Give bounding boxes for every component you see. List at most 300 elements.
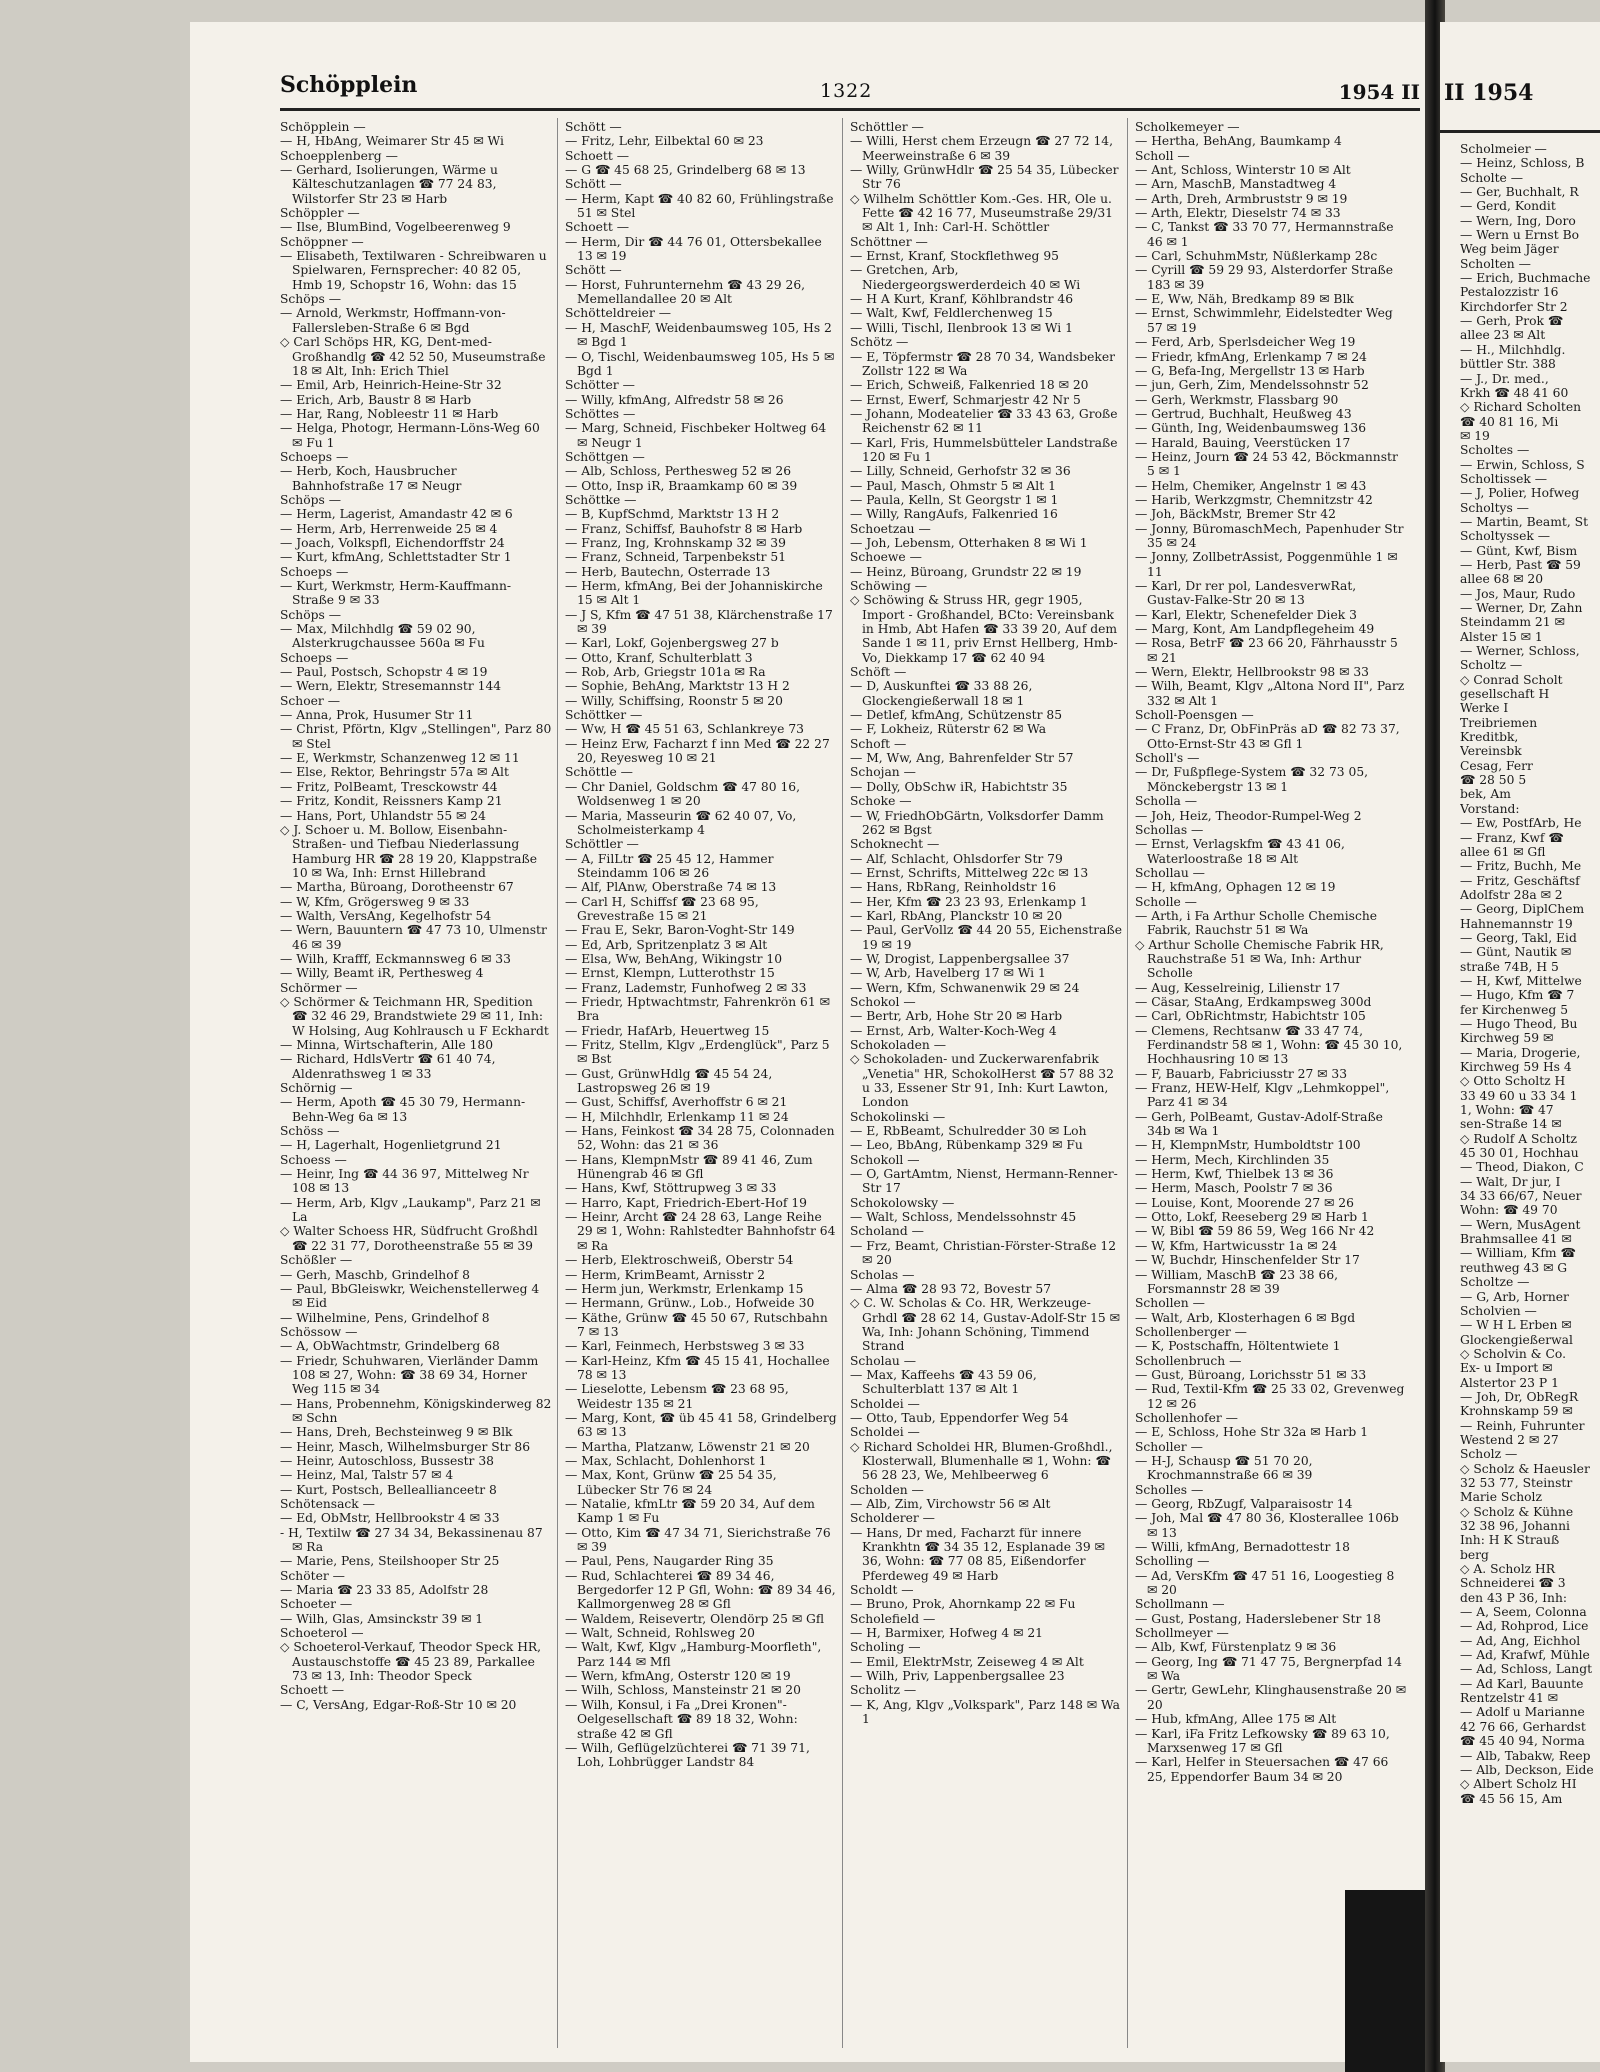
directory-entry: — Hans, Dr med, Facharzt für innere Krankhtn ☎ 34 35 12, Esplanade 39 ✉ 36, Wohn: ☎ 77 08 85, Eißendorfer Pferdeweg 49 ✉ Harb: [850, 1525, 1105, 1583]
directory-entry: — Sophie, BehAng, Marktstr 13 H 2: [565, 679, 790, 694]
header-rule: [280, 108, 1420, 111]
directory-surname-heading: Scholefield —: [850, 1611, 936, 1626]
facing-page-entry: — H, Kwf, Mittelwe: [1460, 973, 1582, 988]
directory-entry: ◇ Schöwing & Struss HR, gegr 1905, Import - Großhandel, BCto: Vereinsbank in Hmb, Abt Hafen ☎ 33 39 20, Auf dem Sande 1 ✉ 11, priv Ernst Hellberg, Hmb-Vo, Diekkamp 17 ☎ 62 40 94: [850, 593, 1118, 665]
directory-surname-heading: Schoeter —: [280, 1597, 353, 1612]
directory-entry: — Dr, Fußpflege-System ☎ 32 73 05, Mönckebergstr 13 ✉ 1: [1135, 765, 1369, 794]
directory-surname-heading: Schokoladen —: [850, 1038, 947, 1052]
directory-entry: — Herm, Dir ☎ 44 76 01, Ottersbekallee 13 ✉ 19: [565, 234, 822, 264]
directory-surname-heading: Scholing —: [850, 1640, 921, 1655]
directory-surname-heading: Schöpplein —: [280, 120, 366, 134]
directory-entry: — Karl, iFa Fritz Lefkowsky ☎ 89 63 10, Marxsenweg 17 ✉ Gfl: [1135, 1726, 1390, 1755]
directory-entry: — Fritz, Stellm, Klgv „Erdenglück", Parz 5 ✉ Bst: [565, 1038, 830, 1067]
facing-page-entry: — Jos, Maur, Rudo: [1460, 586, 1576, 601]
directory-entry: — Willy, kfmAng, Alfredstr 58 ✉ 26: [565, 392, 784, 407]
directory-surname-heading: Schöttke —: [565, 492, 637, 507]
directory-surname-heading: Scholitz —: [850, 1683, 917, 1698]
directory-surname-heading: Schött —: [565, 177, 622, 192]
facing-page-entry: — Joh, Dr, ObRegR: [1460, 1389, 1579, 1404]
directory-entry: — Jonny, ZollbetrAssist, Poggenmühle 1 ✉ 11: [1135, 550, 1398, 579]
directory-surname-heading: Scholdt —: [850, 1583, 914, 1598]
directory-entry: — Gretchen, Arb, Niedergeorgswerderdeich 40 ✉ Wi: [850, 263, 1081, 292]
facing-page-entry: — Erwin, Schloss, S: [1460, 457, 1585, 472]
directory-entry: — Max, Kont, Grünw ☎ 25 54 35, Lübecker Str 76 ✉ 24: [565, 1468, 777, 1497]
directory-entry: — Herb, Elektroschweiß, Oberstr 54: [565, 1253, 794, 1268]
facing-page-entry: Scholmeier —: [1460, 142, 1547, 156]
directory-entry: — Ferd, Arb, Sperlsdeicher Weg 19: [1135, 335, 1356, 350]
directory-surname-heading: Schoett —: [280, 1683, 345, 1698]
directory-entry: — C, VersAng, Edgar-Roß-Str 10 ✉ 20: [280, 1697, 517, 1712]
facing-page-entry: ◇ Otto Scholtz H: [1460, 1074, 1566, 1089]
directory-entry: — Elsa, Ww, BehAng, Wikingstr 10: [565, 951, 783, 966]
directory-entry: — Karl, Lokf, Gojenbergsweg 27 b: [565, 636, 779, 651]
facing-page-entry: Steindamm 21 ✉: [1460, 615, 1565, 630]
directory-entry: — Wilh, Priv, Lappenbergsallee 23: [850, 1669, 1065, 1684]
directory-entry: — Willy, Schiffsing, Roonstr 5 ✉ 20: [565, 693, 783, 708]
directory-entry: — Dolly, ObSchw iR, Habichtstr 35: [850, 779, 1068, 794]
directory-entry: ◇ Carl Schöps HR, KG, Dent-med-Großhandlg ☎ 42 52 50, Museumstraße 18 ✉ Alt, Inh: Erich Thiel: [280, 335, 546, 378]
directory-surname-heading: Schörmer —: [280, 980, 358, 995]
directory-surname-heading: Schollenbruch —: [1135, 1353, 1242, 1368]
facing-page-entry: Scholz —: [1460, 1447, 1518, 1462]
directory-entry: — Otto, Taub, Eppendorfer Weg 54: [850, 1410, 1069, 1425]
directory-entry: — Heinz, Büroang, Grundstr 22 ✉ 19: [850, 564, 1082, 579]
directory-entry: — Ed, ObMstr, Hellbrookstr 4 ✉ 33: [280, 1511, 500, 1526]
directory-entry: — Gerh, Werkmstr, Flassbarg 90: [1135, 392, 1339, 407]
directory-entry: ◇ J. Schoer u. M. Bollow, Eisenbahn-Straßen- und Tiefbau Niederlassung Hamburg HR ☎ 28 19 20, Klappstraße 10 ✉ Wa, Inh: Ernst Hillebrand: [280, 822, 538, 880]
directory-entry: — Harib, Werkzgmstr, Chemnitzstr 42: [1135, 492, 1373, 507]
directory-entry: — Herm, Lagerist, Amandastr 42 ✉ 6: [280, 507, 513, 522]
facing-page-entry: 42 76 66, Gerhardst: [1460, 1719, 1586, 1734]
directory-entry: — Willy, GrünwHdlr ☎ 25 54 35, Lübecker Str 76: [850, 163, 1119, 192]
directory-entry: — Willi, Tischl, Ilenbrook 13 ✉ Wi 1: [850, 320, 1073, 335]
directory-entry: — Wilh, Konsul, i Fa „Drei Kronen"-Oelgesellschaft ☎ 89 18 32, Wohn: straße 42 ✉ Gfl: [565, 1697, 798, 1741]
directory-entry: — Harro, Kapt, Friedrich-Ebert-Hof 19: [565, 1195, 807, 1210]
directory-surname-heading: Scholle —: [1135, 894, 1197, 909]
directory-entry: — H, Barmixer, Hofweg 4 ✉ 21: [850, 1626, 1043, 1641]
directory-entry: — Friedr, kfmAng, Erlenkamp 7 ✉ 24: [1135, 349, 1367, 364]
facing-page-entry: Scholten —: [1460, 256, 1531, 271]
directory-entry: — H, Lagerhalt, Hogenlietgrund 21: [280, 1138, 502, 1153]
directory-entry: — Willy, Beamt iR, Perthesweg 4: [280, 966, 484, 981]
facing-page-entry: Marie Scholz: [1460, 1490, 1542, 1505]
facing-page-entry: — Martin, Beamt, St: [1460, 514, 1589, 529]
directory-entry: — Arth, i Fa Arthur Scholle Chemische Fabrik, Rauchstr 51 ✉ Wa: [1135, 908, 1378, 938]
directory-entry: — Franz, Schiffsf, Bauhofstr 8 ✉ Harb: [565, 521, 803, 536]
facing-page-entry: ◇ Richard Scholten: [1460, 400, 1582, 415]
directory-entry: — Hans, Dreh, Bechsteinweg 9 ✉ Blk: [280, 1425, 513, 1440]
directory-entry: ◇ Schokoladen- und Zuckerwarenfabrik „Venetia" HR, SchokolHerst ☎ 57 88 32 u 33, Essener Str 91, Inh: Kurt Lawton, London: [850, 1052, 1114, 1110]
facing-page-entry: — Ad, Krafwf, Mühle: [1460, 1648, 1590, 1663]
directory-entry: — Ernst, Ewerf, Schmarjestr 42 Nr 5: [850, 392, 1081, 407]
facing-page-entry: Scholtyssek —: [1460, 529, 1551, 544]
facing-page-entry: Cesag, Ferr: [1460, 758, 1533, 773]
directory-surname-heading: Schötter —: [565, 378, 635, 393]
directory-surname-heading: Schoett —: [565, 148, 630, 163]
directory-entry: — Walt, Kwf, Feldlerchenweg 15: [850, 306, 1053, 321]
directory-surname-heading: Schötensack —: [280, 1497, 375, 1511]
directory-entry: — Carl, ObRichtmstr, Habichtstr 105: [1135, 1009, 1366, 1024]
facing-page-entry: — Ad, Rohprod, Lice: [1460, 1619, 1589, 1634]
directory-entry: — Cyrill ☎ 59 29 93, Alsterdorfer Straße 183 ✉ 39: [1135, 263, 1394, 292]
facing-page-entry: — Günt, Nautik ✉: [1460, 945, 1572, 960]
header-year-part: 1954 II: [1338, 80, 1420, 104]
directory-entry: — Erich, Schweiß, Falkenried 18 ✉ 20: [850, 378, 1089, 393]
directory-entry: — Heinz Erw, Facharzt f inn Med ☎ 22 27 20, Reyesweg 10 ✉ 21: [565, 736, 830, 766]
directory-entry: — Ilse, BlumBind, Vogelbeerenweg 9: [280, 220, 511, 235]
directory-entry: — M, Ww, Ang, Bahrenfelder Str 57: [850, 751, 1074, 766]
facing-page-entry: ◇ Scholvin & Co.: [1460, 1346, 1567, 1361]
directory-entry: — Ernst, Kranf, Stockflethweg 95: [850, 249, 1059, 264]
directory-entry: — Herm, Arb, Klgv „Laukamp", Parz 21 ✉ La: [280, 1195, 541, 1225]
facing-page-entry: — J, Polier, Hofweg: [1460, 486, 1580, 501]
directory-entry: — Erich, Arb, Baustr 8 ✉ Harb: [280, 392, 472, 407]
facing-page-entry: berg: [1460, 1547, 1489, 1562]
directory-entry: — Paul, GerVollz ☎ 44 20 55, Eichenstraße 19 ✉ 19: [850, 923, 1122, 952]
facing-page-entry: ◇ Albert Scholz HI: [1460, 1777, 1577, 1792]
directory-entry: — Arth, Elektr, Dieselstr 74 ✉ 33: [1135, 206, 1341, 221]
directory-entry: — Willi, Herst chem Erzeugn ☎ 27 72 14, Meerweinstraße 6 ✉ 39: [850, 134, 1113, 163]
facing-page-entry: Rentzelstr 41 ✉: [1460, 1691, 1558, 1706]
directory-surname-heading: Schöss —: [280, 1124, 340, 1139]
facing-page-entry: — Ad, Ang, Eichhol: [1460, 1633, 1581, 1648]
directory-surname-heading: Schöwing —: [850, 579, 928, 593]
facing-page-entry: — H., Milchhdlg.: [1460, 342, 1566, 357]
directory-surname-heading: Scholler —: [1135, 1439, 1203, 1454]
directory-surname-heading: Scholdei —: [850, 1396, 920, 1411]
directory-entry: — Detlef, kfmAng, Schützenstr 85: [850, 708, 1063, 723]
facing-page-entry: — G, Arb, Horner: [1460, 1289, 1569, 1304]
directory-entry: — Chr Daniel, Goldschm ☎ 47 80 16, Woldsenweg 1 ✉ 20: [565, 779, 801, 809]
directory-surname-heading: Schokoll —: [850, 1152, 920, 1167]
directory-entry: — E, RbBeamt, Schulredder 30 ✉ Loh: [850, 1124, 1087, 1139]
directory-entry: — Hans, Feinkost ☎ 34 28 75, Colonnaden 52, Wohn: das 21 ✉ 36: [565, 1124, 835, 1153]
directory-entry: — Karl, RbAng, Planckstr 10 ✉ 20: [850, 908, 1063, 923]
facing-page-entry: — Georg, DiplChem: [1460, 902, 1585, 917]
facing-page-entry: Glockengießerwal: [1460, 1332, 1573, 1347]
directory-entry: — E, Ww, Näh, Bredkamp 89 ✉ Blk: [1135, 292, 1354, 307]
directory-surname-heading: Schoknecht —: [850, 837, 940, 852]
facing-page-entry: — Wern, MusAgent: [1460, 1217, 1581, 1232]
directory-entry: — H A Kurt, Kranf, Köhlbrandstr 46: [850, 292, 1074, 307]
directory-entry: — A, ObWachtmstr, Grindelberg 68: [280, 1339, 500, 1354]
facing-page-entry: Brahmsallee 41 ✉: [1460, 1232, 1572, 1247]
directory-entry: — Fritz, Kondit, Reissners Kamp 21: [280, 794, 503, 809]
directory-surname-heading: Schojan —: [850, 765, 916, 780]
facing-page-entry: Werke I: [1460, 701, 1509, 716]
directory-entry: — Friedr, Hptwachtmstr, Fahrenkrön 61 ✉ Bra: [565, 994, 830, 1024]
directory-entry: — W, Kfm, Grögersweg 9 ✉ 33: [280, 894, 470, 909]
directory-entry: — Arth, Dreh, Armbruststr 9 ✉ 19: [1135, 191, 1348, 206]
directory-entry: — Frau E, Sekr, Baron-Voght-Str 149: [565, 923, 795, 938]
facing-page-entry: Vereinsbk: [1460, 744, 1522, 759]
directory-surname-heading: Schöft —: [850, 665, 907, 680]
directory-surname-heading: Schöttes —: [565, 406, 636, 421]
directory-entry: — Carl H, Schiffsf ☎ 23 68 95, Grevestraße 15 ✉ 21: [565, 894, 759, 923]
facing-page-entry: allee 61 ✉ Gfl: [1460, 844, 1546, 859]
facing-page-entry: straße 74B, H 5: [1460, 959, 1559, 974]
directory-entry: — Marie, Pens, Steilshooper Str 25: [280, 1554, 500, 1569]
facing-page-entry: — Gerd, Kondit: [1460, 199, 1556, 214]
directory-surname-heading: Scholau —: [850, 1353, 917, 1368]
directory-entry: — W, Kfm, Hartwicusstr 1a ✉ 24: [1135, 1238, 1338, 1253]
facing-page-entry: — Fritz, Buchh, Me: [1460, 859, 1582, 874]
directory-surname-heading: Scholderer —: [850, 1511, 935, 1526]
directory-entry: — Cäsar, StaAng, Erdkampsweg 300d: [1135, 994, 1372, 1009]
directory-entry: — B, KupfSchmd, Marktstr 13 H 2: [565, 507, 780, 522]
facing-page-entry: ◇ Rudolf A Scholtz: [1460, 1131, 1577, 1146]
directory-entry: — Herm, Kwf, Thielbek 13 ✉ 36: [1135, 1167, 1334, 1182]
facing-page-entry: — Heinz, Schloss, B: [1460, 156, 1585, 171]
directory-entry: — Bertr, Arb, Hohe Str 20 ✉ Harb: [850, 1009, 1063, 1024]
directory-entry: — Gertrud, Buchhalt, Heußweg 43: [1135, 406, 1352, 421]
directory-surname-heading: Schoetzau —: [850, 521, 931, 536]
directory-entry: — Heinr, Autoschloss, Bussestr 38: [280, 1453, 494, 1468]
facing-page-entry: 1, Wohn: ☎ 47: [1460, 1103, 1554, 1118]
directory-entry: — Gust, Büroang, Lorichsstr 51 ✉ 33: [1135, 1367, 1367, 1382]
directory-entry: — Hans, Kwf, Stöttrupweg 3 ✉ 33: [565, 1181, 777, 1196]
page-header: [280, 72, 1420, 106]
facing-page-entry: ◇ Scholz & Kühne: [1460, 1504, 1574, 1519]
directory-entry: — Helm, Chemiker, Angelnstr 1 ✉ 43: [1135, 478, 1367, 493]
directory-entry: — Wern, kfmAng, Osterstr 120 ✉ 19: [565, 1669, 791, 1684]
directory-entry: — Marg, Kont, ☎ üb 45 41 58, Grindelberg 63 ✉ 13: [565, 1410, 837, 1440]
facing-page-entry: — Ad, Schloss, Langt: [1460, 1662, 1593, 1677]
directory-entry: — Joh, Mal ☎ 47 80 36, Klosterallee 106b ✉ 13: [1135, 1511, 1399, 1540]
directory-entry: — Horst, Fuhrunternehm ☎ 43 29 26, Memellandallee 20 ✉ Alt: [565, 277, 806, 307]
facing-page-entry: — Herb, Past ☎ 59: [1460, 557, 1581, 572]
facing-page-entry: Scholte —: [1460, 170, 1523, 185]
directory-surname-heading: Scholden —: [850, 1482, 924, 1497]
directory-surname-heading: Schollenberger —: [1135, 1324, 1247, 1339]
directory-entry: — Gerh, PolBeamt, Gustav-Adolf-Straße 34b ✉ Wa 1: [1135, 1109, 1383, 1139]
directory-entry: — Rud, Schlachterei ☎ 89 34 46, Bergedorfer 12 P Gfl, Wohn: ☎ 89 34 46, Kallmorgenweg 28 ✉ Gfl: [565, 1568, 836, 1612]
directory-entry: — F, Lokheiz, Rüterstr 62 ✉ Wa: [850, 722, 1047, 737]
directory-entry: — Gust, Schiffsf, Averhoffstr 6 ✉ 21: [565, 1095, 788, 1110]
directory-surname-heading: Schöttler —: [850, 120, 924, 134]
directory-surname-heading: Schoer —: [280, 693, 340, 708]
facing-page-entry: — Ger, Buchhalt, R: [1460, 185, 1579, 200]
directory-entry: — Hermann, Grünw., Lob., Hofweide 30: [565, 1296, 815, 1311]
directory-entry: — Heinz, Mal, Talstr 57 ✉ 4: [280, 1468, 454, 1483]
directory-entry: — Karl-Heinz, Kfm ☎ 45 15 41, Hochallee 78 ✉ 13: [565, 1353, 830, 1382]
directory-entry: — Otto, Kranf, Schulterblatt 3: [565, 650, 753, 665]
facing-page-entry: — Georg, Takl, Eid: [1460, 930, 1577, 945]
directory-surname-heading: Schoepplenberg —: [280, 148, 398, 163]
facing-page-entry: den 43 P 36, Inh:: [1460, 1590, 1568, 1605]
facing-page-entry: Alstertor 23 P 1: [1460, 1375, 1559, 1390]
directory-entry: — Elisabeth, Textilwaren - Schreibwaren u Spielwaren, Fernsprecher: 40 82 05, Hmb 19, Schopstr 16, Wohn: das 15: [280, 249, 547, 292]
directory-entry: — Hub, kfmAng, Allee 175 ✉ Alt: [1135, 1712, 1337, 1727]
directory-entry: — W, Drogist, Lappenbergsallee 37: [850, 951, 1070, 966]
directory-entry: — C, Tankst ☎ 33 70 77, Hermannstraße 46 ✉ 1: [1135, 220, 1394, 249]
directory-entry: — Lilly, Schneid, Gerhofstr 32 ✉ 36: [850, 464, 1071, 479]
directory-entry: — Heinz, Journ ☎ 24 53 42, Böckmannstr 5 ✉ 1: [1135, 449, 1398, 479]
directory-entry: — Jonny, BüromaschMech, Papenhuder Str 35 ✉ 24: [1135, 521, 1404, 550]
directory-entry: — Herm, KrimBeamt, Arnisstr 2: [565, 1267, 766, 1282]
directory-entry: — Walt, Schneid, Rohlsweg 20: [565, 1626, 755, 1641]
directory-entry: — Herb, Bautechn, Osterrade 13: [565, 564, 771, 579]
directory-entry: — Alf, PlAnw, Oberstraße 74 ✉ 13: [565, 880, 777, 895]
directory-surname-heading: Schoeps —: [280, 449, 349, 464]
directory-entry: — Franz, HEW-Helf, Klgv „Lehmkoppel", Parz 41 ✉ 34: [1135, 1081, 1390, 1110]
facing-page-entry: ☎ 40 81 16, Mi: [1460, 414, 1559, 429]
facing-page-entry: Wohn: ☎ 49 70: [1460, 1203, 1558, 1218]
facing-page-entry: Weg beim Jäger: [1460, 242, 1559, 257]
facing-page-entry: — Fritz, Geschäftsf: [1460, 873, 1580, 888]
directory-entry: — Frz, Beamt, Christian-Förster-Straße 12 ✉ 20: [850, 1238, 1117, 1268]
directory-entry: — Her, Kfm ☎ 23 23 93, Erlenkamp 1: [850, 894, 1088, 909]
directory-entry: ◇ C. W. Scholas & Co. HR, Werkzeuge-Grhdl ☎ 28 62 14, Gustav-Adolf-Str 15 ✉ Wa, Inh: Johann Schöning, Timmend Strand: [850, 1296, 1120, 1354]
facing-page-entry: ◇ Scholz & Haeusler: [1460, 1461, 1590, 1476]
directory-entry: — Fritz, Lehr, Eilbektal 60 ✉ 23: [565, 134, 764, 149]
directory-entry: — Arnold, Werkmstr, Hoffmann-von-Fallersleben-Straße 6 ✉ Bgd: [280, 306, 506, 335]
directory-entry: — Kurt, Postsch, Belleallianceetr 8: [280, 1482, 497, 1497]
directory-surname-heading: Scholdei —: [850, 1425, 920, 1440]
directory-surname-heading: Schöttle —: [565, 765, 633, 780]
column-divider: [842, 118, 843, 2048]
directory-entry: — Ernst, Verlagskfm ☎ 43 41 06, Waterloostraße 18 ✉ Alt: [1135, 837, 1345, 866]
facing-page-entry: — Hugo, Kfm ☎ 7: [1460, 988, 1575, 1003]
facing-page-entry: 45 30 01, Hochhau: [1460, 1146, 1579, 1161]
directory-entry: — Gertr, GewLehr, Klinghausenstraße 20 ✉ 20: [1135, 1683, 1407, 1712]
facing-page-entry: — Wern u Ernst Bo: [1460, 228, 1580, 243]
directory-surname-heading: Schollen —: [1135, 1296, 1205, 1311]
directory-entry: — Alf, Schlacht, Ohlsdorfer Str 79: [850, 851, 1063, 866]
directory-entry: — Max, Milchhdlg ☎ 59 02 90, Alsterkrugchaussee 560a ✉ Fu: [280, 622, 485, 651]
directory-entry: — Alb, Schloss, Perthesweg 52 ✉ 26: [565, 464, 792, 479]
directory-entry: — Martha, Platzanw, Löwenstr 21 ✉ 20: [565, 1439, 810, 1454]
directory-entry: — Gust, GrünwHdlg ☎ 45 54 24, Lastropsweg 26 ✉ 19: [565, 1066, 773, 1096]
directory-entry: — C Franz, Dr, ObFinPräs aD ☎ 82 73 37, Otto-Ernst-Str 43 ✉ Gfl 1: [1135, 722, 1400, 751]
facing-page-header: II 1954: [1444, 80, 1534, 106]
directory-entry: — Herm, Mech, Kirchlinden 35: [1135, 1152, 1330, 1167]
facing-page-entry: fer Kirchenweg 5: [1460, 1002, 1569, 1017]
directory-entry: ◇ Wilhelm Schöttler Kom.-Ges. HR, Ole u. Fette ☎ 42 16 77, Museumstraße 29/31 ✉ Alt 1, Inh: Carl-H. Schöttler: [850, 191, 1113, 235]
facing-header-rule: [1440, 130, 1600, 133]
directory-surname-heading: Scholling —: [1135, 1554, 1210, 1569]
facing-page-entry: ☎ 45 40 94, Norma: [1460, 1734, 1585, 1749]
directory-entry: — Walt, Schloss, Mendelssohnstr 45: [850, 1210, 1077, 1225]
directory-entry: — Ernst, Schwimmlehr, Eidelstedter Weg 57 ✉ 19: [1135, 306, 1393, 335]
facing-page-entry: — Erich, Buchmache: [1460, 271, 1591, 286]
facing-page-entry: Westend 2 ✉ 27: [1460, 1432, 1559, 1447]
directory-entry: — Ad, VersKfm ☎ 47 51 16, Loogestieg 8 ✉ 20: [1135, 1568, 1395, 1598]
facing-page-entry: Scholtissek —: [1460, 471, 1547, 486]
directory-entry: — Clemens, Rechtsanw ☎ 33 47 74, Ferdinandstr 58 ✉ 1, Wohn: ☎ 45 30 10, Hochhausring 10 ✉ 13: [1135, 1023, 1403, 1067]
page-number: 1322: [820, 80, 873, 102]
directory-entry: — Heinr, Ing ☎ 44 36 97, Mittelweg Nr 108 ✉ 13: [280, 1167, 529, 1196]
directory-entry: — Franz, Schneid, Tarpenbekstr 51: [565, 550, 787, 565]
directory-entry: - H, Textilw ☎ 27 34 34, Bekassinenau 87 ✉ Ra: [280, 1525, 543, 1555]
directory-entry: — Joach, Volkspfl, Eichendorffstr 24: [280, 535, 505, 550]
facing-page-entry: bek, Am: [1460, 787, 1511, 802]
directory-entry: — Wilh, Glas, Amsinckstr 39 ✉ 1: [280, 1611, 484, 1626]
facing-page-entry: — Ew, PostfArb, He: [1460, 816, 1582, 831]
directory-entry: — Herb, Koch, Hausbrucher Bahnhofstraße 17 ✉ Neugr: [280, 464, 462, 493]
directory-surname-heading: Schöttler —: [565, 837, 639, 852]
directory-surname-heading: Schöps —: [280, 292, 342, 307]
directory-entry: — Natalie, kfmLtr ☎ 59 20 34, Auf dem Kamp 1 ✉ Fu: [565, 1497, 815, 1526]
directory-entry: — Waldem, Reisevertr, Olendörp 25 ✉ Gfl: [565, 1611, 825, 1626]
directory-entry: — Wilh, Geflügelzüchterei ☎ 71 39 71, Loh, Lohbrügger Landstr 84: [565, 1740, 810, 1770]
facing-page-entry: ☎ 45 56 15, Am: [1460, 1791, 1563, 1806]
directory-entry: — K, Ang, Klgv „Volkspark", Parz 148 ✉ Wa 1: [850, 1697, 1120, 1727]
directory-entry: — Friedr, HafArb, Heuertweg 15: [565, 1023, 770, 1038]
directory-entry: — Friedr, Schuhwaren, Vierländer Damm 108 ✉ 27, Wohn: ☎ 38 69 34, Horner Weg 115 ✉ 34: [280, 1353, 539, 1397]
directory-entry: — Willy, RangAufs, Falkenried 16: [850, 507, 1058, 522]
facing-page-entry: Treibriemen: [1460, 715, 1538, 730]
directory-entry: — Otto, Insp iR, Braamkamp 60 ✉ 39: [565, 478, 798, 493]
directory-entry: — D, Auskunftei ☎ 33 88 26, Glockengießerwall 18 ✉ 1: [850, 679, 1033, 708]
facing-page-column: [1460, 142, 1600, 1806]
facing-page-entry: ☎ 28 50 5: [1460, 773, 1527, 788]
directory-entry: — Joh, Heiz, Theodor-Rumpel-Weg 2: [1135, 808, 1362, 823]
directory-entry: — Maria, Masseurin ☎ 62 40 07, Vo, Scholmeisterkamp 4: [565, 808, 797, 837]
directory-entry: — Alb, Kwf, Fürstenplatz 9 ✉ 36: [1135, 1640, 1337, 1655]
directory-entry: — Martha, Büroang, Dorotheenstr 67: [280, 880, 514, 895]
facing-page-entry: Scholtes —: [1460, 443, 1530, 458]
directory-entry: — Richard, HdlsVertr ☎ 61 40 74, Aldenrathsweg 1 ✉ 33: [280, 1052, 496, 1081]
facing-page-entry: Scholtze —: [1460, 1275, 1530, 1290]
facing-page-fragment: [1440, 22, 1600, 2062]
directory-entry: — Louise, Kont, Moorende 27 ✉ 26: [1135, 1195, 1354, 1210]
directory-surname-heading: Schörnig —: [280, 1081, 353, 1096]
directory-surname-heading: Schoewe —: [850, 550, 922, 565]
facing-page-entry: ◇ Conrad Scholt: [1460, 672, 1563, 687]
facing-page-entry: allee 68 ✉ 20: [1460, 572, 1544, 587]
facing-page-entry: Kirchweg 59 ✉: [1460, 1031, 1554, 1046]
directory-entry: — Ant, Schloss, Winterstr 10 ✉ Alt: [1135, 163, 1351, 178]
facing-page-entry: — Alb, Tabakw, Reep: [1460, 1748, 1591, 1763]
directory-surname-heading: Schötz —: [850, 335, 909, 350]
directory-surname-heading: Schoke —: [850, 794, 912, 809]
directory-entry: — Hertha, BehAng, Baumkamp 4: [1135, 134, 1342, 149]
directory-entry: — Wilh, Krafff, Eckmannsweg 6 ✉ 33: [280, 951, 511, 966]
facing-page-entry: — Wern, Ing, Doro: [1460, 213, 1576, 228]
directory-entry: — Gerhard, Isolierungen, Wärme u Kälteschutzanlagen ☎ 77 24 83, Wilstorfer Str 23 ✉ Harb: [280, 163, 498, 206]
directory-entry: — Paula, Kelln, St Georgstr 1 ✉ 1: [850, 492, 1059, 507]
directory-entry: — Hans, RbRang, Reinholdstr 16: [850, 880, 1057, 895]
directory-entry: — Emil, ElektrMstr, Zeiseweg 4 ✉ Alt: [850, 1654, 1084, 1669]
facing-page-entry: — Reinh, Fuhrunter: [1460, 1418, 1585, 1433]
facing-page-entry: — J., Dr. med.,: [1460, 371, 1549, 386]
directory-entry: — Paul, BbGleiswkr, Weichenstellerweg 4 ✉ Eid: [280, 1281, 540, 1311]
directory-surname-heading: Schoeps —: [280, 564, 349, 579]
directory-entry: — Herm, Masch, Poolstr 7 ✉ 36: [1135, 1181, 1333, 1196]
directory-entry: — Karl, Dr rer pol, LandesverwRat, Gustav-Falke-Str 20 ✉ 13: [1135, 579, 1357, 608]
directory-entry: — jun, Gerh, Zim, Mendelssohnstr 52: [1135, 378, 1369, 393]
directory-surname-heading: Schött —: [565, 120, 622, 134]
facing-page-entry: Scholtys —: [1460, 500, 1529, 515]
directory-entry: — W, Arb, Havelberg 17 ✉ Wi 1: [850, 966, 1046, 981]
directory-entry: — H, Milchhdlr, Erlenkamp 11 ✉ 24: [565, 1109, 789, 1124]
directory-entry: — Wern, Elektr, Hellbrookstr 98 ✉ 33: [1135, 665, 1369, 680]
directory-entry: — Carl, SchuhmMstr, Nüßlerkamp 28c: [1135, 249, 1378, 264]
directory-surname-heading: Scholla —: [1135, 794, 1198, 809]
directory-entry: — A, FilLtr ☎ 25 45 12, Hammer Steindamm 106 ✉ 26: [565, 851, 774, 880]
directory-entry: — Alma ☎ 28 93 72, Bovestr 57: [850, 1281, 1052, 1296]
facing-page-entry: — Gerh, Prok ☎: [1460, 314, 1564, 329]
facing-page-entry: 34 33 66/67, Neuer: [1460, 1189, 1582, 1204]
directory-entry: — Johann, Modeatelier ☎ 33 43 63, Große Reichenstr 62 ✉ 11: [850, 406, 1118, 436]
directory-surname-heading: Scholkemeyer —: [1135, 120, 1240, 134]
directory-entry: — J S, Kfm ☎ 47 51 38, Klärchenstraße 17 ✉ 39: [565, 607, 833, 637]
directory-entry: — Max, Schlacht, Dohlenhorst 1: [565, 1453, 767, 1468]
directory-surname-heading: Schokolowsky —: [850, 1195, 955, 1210]
column-divider: [557, 118, 558, 2048]
directory-surname-heading: Schöppner —: [280, 234, 364, 249]
